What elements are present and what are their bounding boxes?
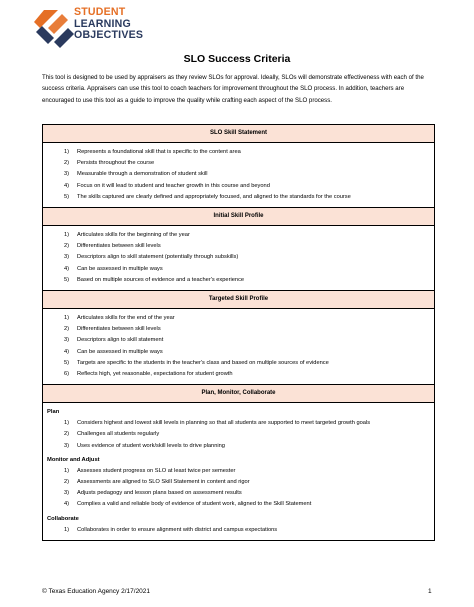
criteria-table bbox=[42, 124, 435, 541]
item-text: Based on multiple sources of evidence and a teacher's experience bbox=[77, 276, 245, 283]
item-text: Assesses student progress on SLO at least twice per semester bbox=[77, 467, 236, 474]
item-text: Measurable through a demonstration of student skill bbox=[77, 171, 208, 178]
criteria-item bbox=[43, 147, 430, 158]
criteria-item bbox=[43, 158, 430, 169]
section-heading: Plan, Monitor, Collaborate bbox=[43, 384, 434, 403]
logo-line-3: OBJECTIVES bbox=[74, 29, 144, 42]
criteria-list bbox=[43, 147, 430, 203]
item-number: 5) bbox=[64, 193, 70, 200]
subsection-label: Plan bbox=[47, 409, 60, 416]
criteria-item bbox=[43, 169, 430, 180]
item-number: 4) bbox=[64, 265, 70, 272]
section-body bbox=[43, 143, 434, 207]
criteria-item bbox=[43, 466, 430, 477]
item-text: Considers highest and lowest skill levels in planning so that all students are supported to meet targeted growth goals bbox=[77, 420, 371, 427]
item-text: Uses evidence of student work/skill levels to drive planning bbox=[77, 442, 225, 449]
item-number: 3) bbox=[64, 254, 70, 261]
criteria-list bbox=[43, 466, 430, 511]
item-text: Challenges all students regularly bbox=[77, 431, 160, 438]
item-text: Articulates skills for the beginning of the year bbox=[77, 232, 190, 239]
item-number: 3) bbox=[64, 171, 70, 178]
logo-mark-icon bbox=[34, 8, 74, 50]
criteria-list bbox=[43, 525, 430, 536]
criteria-item bbox=[43, 525, 430, 536]
item-text: Focus on it will lead to student and teacher growth in this course and beyond bbox=[77, 182, 270, 189]
page-number: 1 bbox=[428, 588, 432, 595]
criteria-item bbox=[43, 192, 430, 203]
item-text: Reflects high, yet reasonable, expectations for student growth bbox=[77, 371, 233, 378]
item-text: Collaborates in order to ensure alignment with district and campus expectations bbox=[77, 526, 278, 533]
criteria-item bbox=[43, 335, 430, 346]
item-number: 2) bbox=[64, 431, 70, 438]
criteria-item bbox=[43, 488, 430, 499]
item-number: 2) bbox=[64, 160, 70, 167]
criteria-item bbox=[43, 230, 430, 241]
subsection-label: Collaborate bbox=[47, 515, 79, 522]
item-text: Can be assessed in multiple ways bbox=[77, 265, 163, 272]
item-text: Articulates skills for the end of the year bbox=[77, 315, 175, 322]
item-number: 2) bbox=[64, 243, 70, 250]
criteria-item bbox=[43, 313, 430, 324]
item-text: Targets are specific to the students in the teacher's class and based on multiple sources of evidence bbox=[77, 359, 329, 366]
item-text: Differentiates between skill levels bbox=[77, 326, 161, 333]
item-number: 3) bbox=[64, 490, 70, 497]
criteria-list bbox=[43, 313, 430, 380]
criteria-item bbox=[43, 275, 430, 286]
item-text: Assessments are aligned to SLO Skill Statement in content and rigor bbox=[77, 479, 250, 486]
item-number: 2) bbox=[64, 326, 70, 333]
logo-line-1: STUDENT bbox=[74, 6, 126, 18]
item-text: Adjusts pedagogy and lesson plans based on assessment results bbox=[77, 490, 242, 497]
criteria-item bbox=[43, 264, 430, 275]
section-body bbox=[43, 309, 434, 384]
criteria-item bbox=[43, 441, 430, 452]
item-number: 4) bbox=[64, 348, 70, 355]
criteria-item bbox=[43, 369, 430, 380]
criteria-item bbox=[43, 477, 430, 488]
item-number: 1) bbox=[64, 420, 70, 427]
item-text: Represents a foundational skill that is specific to the content area bbox=[77, 149, 241, 155]
item-number: 3) bbox=[64, 442, 70, 449]
item-number: 4) bbox=[64, 501, 70, 508]
subsection-label: Monitor and Adjust bbox=[47, 456, 100, 463]
section-heading: Initial Skill Profile bbox=[43, 207, 434, 226]
item-number: 1) bbox=[64, 315, 70, 322]
item-number: 3) bbox=[64, 337, 70, 344]
item-number: 2) bbox=[64, 479, 70, 486]
criteria-item bbox=[43, 241, 430, 252]
intro-paragraph: This tool is designed to be used by appraisers as they review SLOs for approval. Ideally, SLOs will demonstrate effectiveness with each of the success criteria. Appraisers can use this tool to coach teachers for improvement throughout the SLO process. In addition, teachers are encouraged to use this tool as a guide to improve the quality while crafting each aspect of the SLO process. bbox=[42, 74, 424, 104]
logo-wordmark bbox=[74, 7, 143, 42]
criteria-item bbox=[43, 429, 430, 440]
section-heading: Targeted Skill Profile bbox=[43, 290, 434, 309]
criteria-list bbox=[43, 418, 430, 452]
criteria-item bbox=[43, 418, 430, 429]
criteria-item bbox=[43, 181, 430, 192]
item-number: 1) bbox=[64, 467, 70, 474]
item-text: Descriptors align to skill statement (potentially through subskills) bbox=[77, 254, 239, 261]
section-heading: SLO Skill Statement bbox=[43, 125, 434, 143]
item-text: The skills captured are clearly defined and appropriately focused, and aligned to the standards for the course bbox=[77, 193, 351, 200]
criteria-list bbox=[43, 230, 430, 286]
item-number: 5) bbox=[64, 276, 70, 283]
criteria-item bbox=[43, 252, 430, 263]
criteria-item bbox=[43, 347, 430, 358]
item-text: Persists throughout the course bbox=[77, 160, 155, 167]
item-text: Can be assessed in multiple ways bbox=[77, 348, 163, 355]
item-text: Descriptors align to skill statement bbox=[77, 337, 164, 344]
item-number: 1) bbox=[64, 526, 70, 533]
page-title: SLO Success Criteria bbox=[183, 53, 291, 65]
item-number: 6) bbox=[64, 371, 70, 378]
criteria-item bbox=[43, 358, 430, 369]
item-number: 1) bbox=[64, 149, 70, 155]
item-number: 5) bbox=[64, 359, 70, 366]
item-number: 1) bbox=[64, 232, 70, 239]
criteria-item bbox=[43, 499, 430, 510]
criteria-item bbox=[43, 324, 430, 335]
section-body bbox=[43, 226, 434, 290]
footer-copyright: © Texas Education Agency 2/17/2021 bbox=[42, 588, 151, 595]
item-number: 4) bbox=[64, 182, 70, 189]
item-text: Complies a valid and reliable body of evidence of student work, aligned to the Skill Statement bbox=[77, 501, 312, 508]
item-text: Differentiates between skill levels bbox=[77, 243, 161, 250]
logo-line-2: LEARNING bbox=[74, 17, 131, 30]
section-body bbox=[43, 403, 434, 540]
